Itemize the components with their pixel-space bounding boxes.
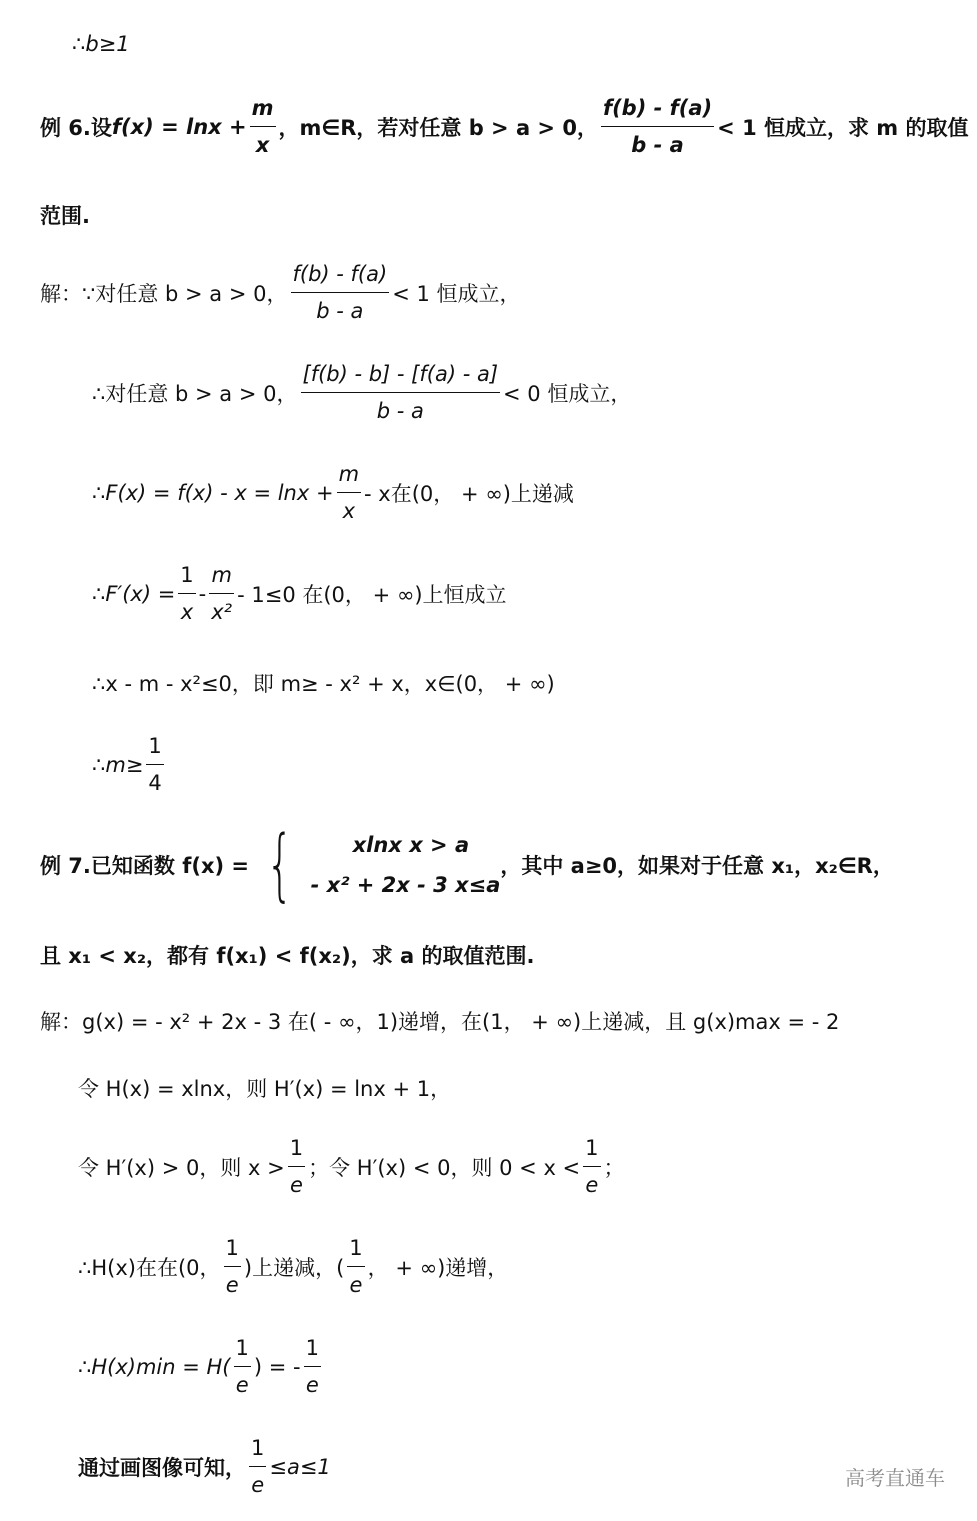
math: ≤a≤1	[269, 1454, 331, 1479]
math: ∴m≥	[92, 752, 144, 777]
fraction	[249, 1436, 266, 1497]
watermark: 高考直通车	[845, 1466, 945, 1490]
numerator: f(b) - f(a)	[292, 262, 388, 286]
numerator: m	[211, 563, 232, 587]
text: ∴b≥1	[72, 32, 130, 56]
solution-6-line-1	[40, 262, 521, 323]
solution-7-line-6	[78, 1436, 331, 1497]
solution-7-line-2	[78, 1073, 451, 1103]
numerator: 1	[305, 1336, 319, 1360]
denominator: x	[180, 600, 194, 624]
denominator: x	[342, 499, 356, 523]
text: ，m∈R，若对任意 b > a > 0，	[278, 115, 598, 140]
denominator: b - a	[631, 133, 684, 157]
text: 且 x₁ < x₂，都有 f(x₁) < f(x₂)，求 a 的取值范围.	[40, 944, 535, 968]
text: ， + ∞)递增，	[367, 1255, 509, 1280]
numerator: 1	[349, 1236, 363, 1260]
conclusion-b	[72, 32, 130, 56]
fraction	[601, 96, 714, 157]
text: ∴H(x)在在(0，	[78, 1255, 221, 1280]
fraction	[224, 1236, 241, 1297]
text: - 1≤0 在(0， + ∞)上恒成立	[237, 582, 507, 607]
fraction	[291, 262, 390, 323]
text: ；	[603, 1155, 625, 1180]
solution-6-line-3	[92, 462, 574, 523]
text: ) = -	[253, 1354, 301, 1379]
solution-6-line-2	[92, 362, 631, 423]
text: 范围.	[40, 204, 90, 228]
text: < 1 恒成立，	[392, 281, 521, 306]
math: f(x) = lnx +	[111, 114, 247, 139]
denominator: e	[225, 1273, 239, 1297]
fraction	[347, 1236, 364, 1297]
denominator: e	[289, 1173, 303, 1197]
text: ∴x - m - x²≤0，即 m≥ - x² + x，x∈(0， + ∞)	[92, 672, 555, 696]
fraction	[288, 1136, 305, 1197]
denominator: e	[251, 1473, 265, 1497]
text: 解：g(x) = - x² + 2x - 3 在( - ∞，1)递增，在(1， + ∞)上递减，且 g(x)max = - 2	[40, 1010, 840, 1034]
denominator: 4	[148, 771, 162, 795]
solution-7-line-5	[78, 1336, 324, 1397]
denominator: e	[235, 1373, 249, 1397]
text: 令 H′(x) > 0，则 x >	[78, 1155, 285, 1180]
text: 解：∵对任意 b > a > 0，	[40, 281, 288, 306]
denominator: b - a	[316, 299, 364, 323]
solution-7-line-3	[78, 1136, 625, 1197]
solution-7-line-1	[40, 1006, 839, 1036]
denominator: e	[349, 1273, 363, 1297]
numerator: 1	[225, 1236, 239, 1260]
example-7-statement	[40, 820, 894, 910]
text: 例 7.已知函数 f(x) =	[40, 854, 249, 878]
example-6-statement-cont	[40, 200, 90, 230]
numerator: 1	[289, 1136, 304, 1160]
text: 例 6.设	[40, 115, 112, 140]
math: ∴H(x)min = H(	[78, 1354, 231, 1379]
text: - x在(0， + ∞)上递减	[364, 481, 574, 506]
numerator: m	[338, 462, 360, 486]
solution-7-line-4	[78, 1236, 508, 1297]
fraction	[209, 563, 234, 624]
example-6-statement	[40, 96, 969, 157]
denominator: x²	[211, 600, 233, 624]
text: < 0 恒成立，	[503, 381, 632, 406]
solution-6-line-5	[92, 668, 555, 698]
denominator: b - a	[376, 399, 424, 423]
text: 令 H(x) = xlnx，则 H′(x) = lnx + 1，	[78, 1077, 452, 1101]
text: 通过画图像可知，	[78, 1455, 246, 1480]
text: ；令 H′(x) < 0，则 0 < x <	[308, 1155, 581, 1180]
text: -	[198, 581, 207, 606]
fraction	[250, 96, 276, 157]
denominator: e	[585, 1173, 599, 1197]
left-brace: {	[266, 820, 294, 910]
text: ∴对任意 b > a > 0，	[92, 381, 298, 406]
denominator: e	[305, 1373, 319, 1397]
numerator: 1	[148, 734, 162, 758]
fraction	[583, 1136, 600, 1197]
fraction	[178, 563, 195, 624]
fraction	[146, 734, 163, 795]
solution-6-line-6	[92, 734, 167, 795]
math: ∴F′(x) =	[92, 581, 176, 606]
fraction	[234, 1336, 251, 1397]
solution-6-line-4	[92, 563, 507, 624]
text: )上递减，(	[243, 1255, 345, 1280]
numerator: m	[251, 96, 274, 120]
numerator: 1	[180, 563, 194, 587]
piecewise-function	[311, 833, 501, 897]
piece-2: - x² + 2x - 3 x≤a	[310, 873, 501, 897]
example-7-statement-cont	[40, 940, 534, 970]
math: ∴F(x) = f(x) - x = lnx +	[92, 480, 334, 505]
numerator: f(b) - f(a)	[602, 96, 713, 120]
denominator: x	[255, 133, 270, 157]
fraction	[337, 462, 361, 523]
numerator: 1	[585, 1136, 599, 1160]
numerator: 1	[251, 1436, 265, 1460]
numerator: 1	[235, 1336, 249, 1360]
fraction	[301, 362, 501, 423]
numerator: [f(b) - b] - [f(a) - a]	[302, 362, 499, 386]
piece-1: xlnx x > a	[352, 833, 470, 857]
fraction	[304, 1336, 321, 1397]
text: ，其中 a≥0，如果对于任意 x₁，x₂∈R，	[500, 854, 894, 878]
text: < 1 恒成立，求 m 的取值	[717, 115, 969, 140]
